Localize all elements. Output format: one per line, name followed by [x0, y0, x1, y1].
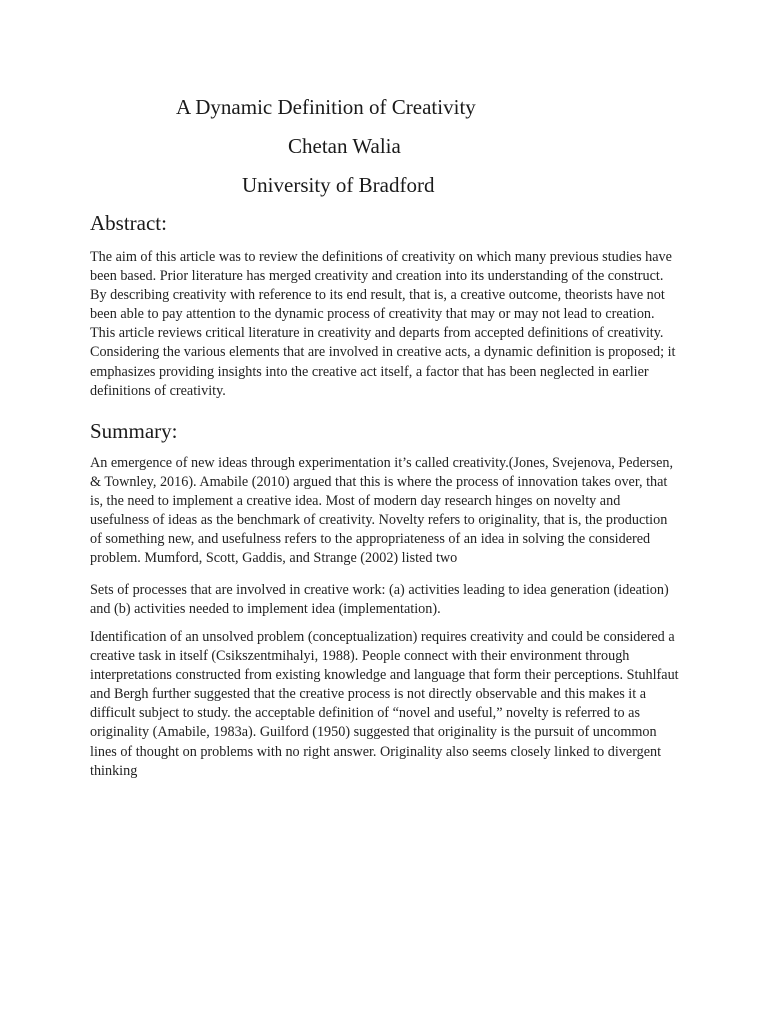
summary-paragraph: Sets of processes that are involved in creative work: (a) activities leading to idea generation (ideation) and (b) activities needed to implement idea (implementation).	[90, 582, 669, 618]
document-title: A Dynamic Definition of Creativity	[176, 95, 476, 119]
title-block	[0, 90, 768, 205]
author-name: Chetan Walia	[288, 134, 401, 158]
summary-paragraph: An emergence of new ideas through experimentation it’s called creativity.(Jones, Svejenova, Pedersen, & Townley, 2016). Amabile (2010) argued that this is where the process of innovation takes over, that is, the need to implement a creative idea. Most of modern day research hinges on novelty and usefulness of ideas as the benchmark of creativity. Novelty refers to originality, that is, the production of something new, and usefulness refers to the appropriateness of an idea in solving the considered problem. Mumford, Scott, Gaddis, and Strange (2002) listed two	[90, 455, 674, 567]
summary-paragraph: Identification of an unsolved problem (conceptualization) requires creativity and could be considered a creative task in itself (Csikszentmihalyi, 1988). People connect with their environment through interpretations constructed from existing knowledge and language that form their perceptions. Stuhlfaut and Bergh further suggested that the creative process is not directly observable and this makes it a difficult subject to study. the acceptable definition of “novel and useful,” novelty is referred to as originality (Amabile, 1983a). Guilford (1950) suggested that originality is the pursuit of uncommon lines of thought on problems with no right answer. Originality also seems closely linked to divergent thinking	[90, 629, 679, 779]
abstract-heading: Abstract:	[90, 211, 167, 235]
abstract-paragraph: The aim of this article was to review the definitions of creativity on which many previous studies have been based. Prior literature has merged creativity and creation into its understanding of the construct. By describing creativity with reference to its end result, that is, a creative outcome, theorists have not been able to pay attention to the dynamic process of creativity that may or may not lead to creation. This article reviews critical literature in creativity and departs from accepted definitions of creativity. Considering the various elements that are involved in creative acts, a dynamic definition is proposed; it emphasizes providing insights into the creative act itself, a factor that has been neglected in earlier definitions of creativity.	[90, 249, 676, 399]
summary-heading: Summary:	[90, 419, 178, 443]
author-affiliation: University of Bradford	[242, 173, 435, 197]
